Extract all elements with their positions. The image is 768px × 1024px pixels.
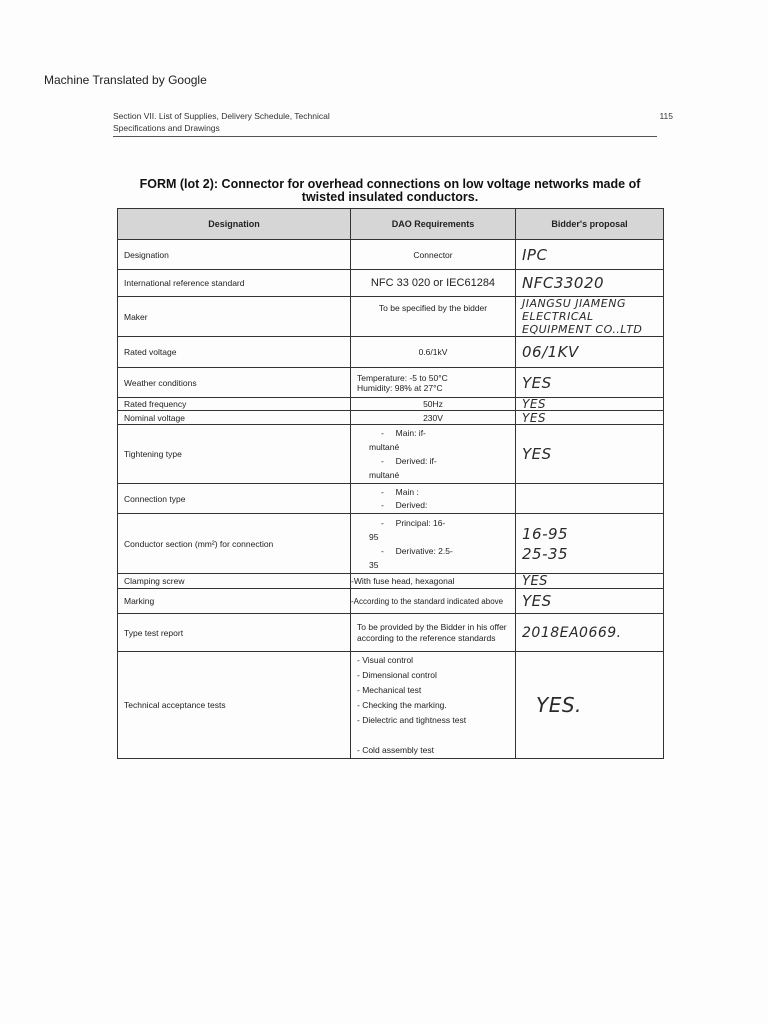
- req-line-3: [369, 544, 509, 558]
- header-divider: [113, 136, 657, 137]
- machine-translated-note: Machine Translated by Google: [44, 73, 207, 87]
- row-requirement: To be provided by the Bidder in his offer according to the reference standards: [351, 614, 516, 652]
- row-label: Technical acceptance tests: [118, 652, 351, 759]
- row-label: Clamping screw: [118, 574, 351, 589]
- row-requirement: [351, 368, 516, 398]
- test-item: [357, 728, 509, 743]
- row-label: Weather conditions: [118, 368, 351, 398]
- bidder-answer: YES: [516, 368, 664, 398]
- dash-bullet: -: [381, 486, 384, 497]
- table-row: [118, 484, 664, 514]
- test-item: - Visual control: [357, 654, 414, 665]
- row-requirement: NFC 33 020 or IEC61284: [351, 270, 516, 297]
- section-line-1: Section VII. List of Supplies, Delivery Schedule, Technical: [113, 111, 330, 121]
- bidder-answer: YES: [516, 425, 664, 484]
- bidder-answer-line-2: 25-35: [522, 544, 569, 563]
- row-requirement: -According to the standard indicated above: [351, 589, 516, 614]
- row-label: Conductor section (mm²) for connection: [118, 514, 351, 574]
- dash-bullet: -: [381, 456, 384, 466]
- dash-bullet: -: [381, 517, 384, 528]
- table-row: [118, 652, 664, 759]
- table-row: [118, 514, 664, 574]
- row-requirement: [351, 425, 516, 484]
- test-item: - Checking the marking.: [357, 699, 447, 710]
- table-row: [118, 270, 664, 297]
- bidder-answer: NFC33020: [516, 270, 664, 297]
- dash-bullet: -: [381, 499, 384, 510]
- test-item: - Dimensional control: [357, 669, 437, 680]
- table-row: [118, 297, 664, 337]
- row-label: International reference standard: [118, 270, 351, 297]
- page-number: 115: [659, 111, 673, 121]
- req-line-1: [369, 426, 509, 440]
- row-label: Nominal voltage: [118, 411, 351, 425]
- bidder-answer: IPC: [516, 240, 664, 270]
- req-line-4: 35: [369, 559, 379, 570]
- title-line-2: twisted insulated conductors.: [301, 190, 479, 204]
- req-text: Principal: 16-: [395, 517, 446, 528]
- row-label: Type test report: [118, 614, 351, 652]
- table-row: [118, 574, 664, 589]
- col-designation: Designation: [118, 209, 351, 240]
- col-bidder: Bidder's proposal: [516, 209, 664, 240]
- title-line-1: FORM (lot 2): Connector for overhead connections on low voltage networks made of: [139, 177, 641, 191]
- bidder-answer: [516, 484, 664, 514]
- col-dao: DAO Requirements: [351, 209, 516, 240]
- row-label: Rated voltage: [118, 337, 351, 368]
- test-item: - Dielectric and tightness test: [357, 714, 467, 725]
- requirements-table: [117, 208, 664, 759]
- bidder-answer: [516, 297, 664, 337]
- req-line-2: [381, 499, 509, 512]
- bidder-answer: YES.: [516, 652, 664, 759]
- test-item: - Mechanical test: [357, 684, 422, 695]
- row-label: Maker: [118, 297, 351, 337]
- table-header-row: [118, 209, 664, 240]
- bidder-answer: YES: [516, 574, 664, 589]
- req-line-1: [381, 486, 509, 499]
- row-requirement: To be specified by the bidder: [351, 297, 516, 337]
- row-label: Marking: [118, 589, 351, 614]
- table-row: [118, 425, 664, 484]
- table-row: [118, 589, 664, 614]
- row-requirement: [351, 484, 516, 514]
- row-requirement: 50Hz: [351, 398, 516, 411]
- req-text: Derived: if-: [395, 456, 437, 466]
- dash-bullet: -: [381, 545, 384, 556]
- row-label: Connection type: [118, 484, 351, 514]
- table-row: [118, 411, 664, 425]
- bidder-answer: [516, 514, 664, 574]
- page-header: [113, 110, 673, 134]
- table-row: [118, 614, 664, 652]
- bidder-answer: YES: [516, 411, 664, 425]
- bidder-answer-line-1: 16-95: [522, 524, 569, 543]
- table-row: [118, 398, 664, 411]
- row-requirement: Connector: [351, 240, 516, 270]
- row-requirement: 230V: [351, 411, 516, 425]
- row-requirement: 0.6/1kV: [351, 337, 516, 368]
- row-label: Designation: [118, 240, 351, 270]
- row-label: Rated frequency: [118, 398, 351, 411]
- req-line-2: 95: [369, 531, 379, 542]
- row-requirement: [351, 514, 516, 574]
- bidder-answer-line-2: EQUIPMENT CO..LTD: [522, 323, 643, 336]
- test-item: - Cold assembly test: [357, 744, 434, 755]
- table-row: [118, 337, 664, 368]
- bidder-answer: 2018EA0669.: [516, 614, 664, 652]
- req-text: Derivative: 2.5-: [395, 545, 453, 556]
- row-requirement: [351, 652, 516, 759]
- row-requirement: -With fuse head, hexagonal: [351, 574, 516, 589]
- bidder-answer: YES: [516, 589, 664, 614]
- req-line-3: [369, 454, 509, 468]
- bidder-answer: 06/1KV: [516, 337, 664, 368]
- req-line-1: Temperature: -5 to 50°C: [357, 372, 448, 383]
- req-text: Derived:: [395, 499, 428, 510]
- section-line-2: Specifications and Drawings: [113, 123, 220, 133]
- req-text: Main :: [395, 486, 419, 497]
- req-line-4: multané: [369, 470, 400, 480]
- table-row: [118, 368, 664, 398]
- row-label: Tightening type: [118, 425, 351, 484]
- req-line-2: multané: [369, 442, 400, 452]
- req-line-2: Humidity: 98% at 27°C: [357, 382, 443, 393]
- dash-bullet: -: [381, 428, 384, 438]
- bidder-answer-line-1: JIANGSU JIAMENG ELECTRICAL: [522, 297, 627, 323]
- req-line-1: [369, 516, 509, 530]
- table-row: [118, 240, 664, 270]
- req-text: Main: if-: [395, 428, 426, 438]
- bidder-answer: YES: [516, 398, 664, 411]
- form-title: [115, 178, 665, 204]
